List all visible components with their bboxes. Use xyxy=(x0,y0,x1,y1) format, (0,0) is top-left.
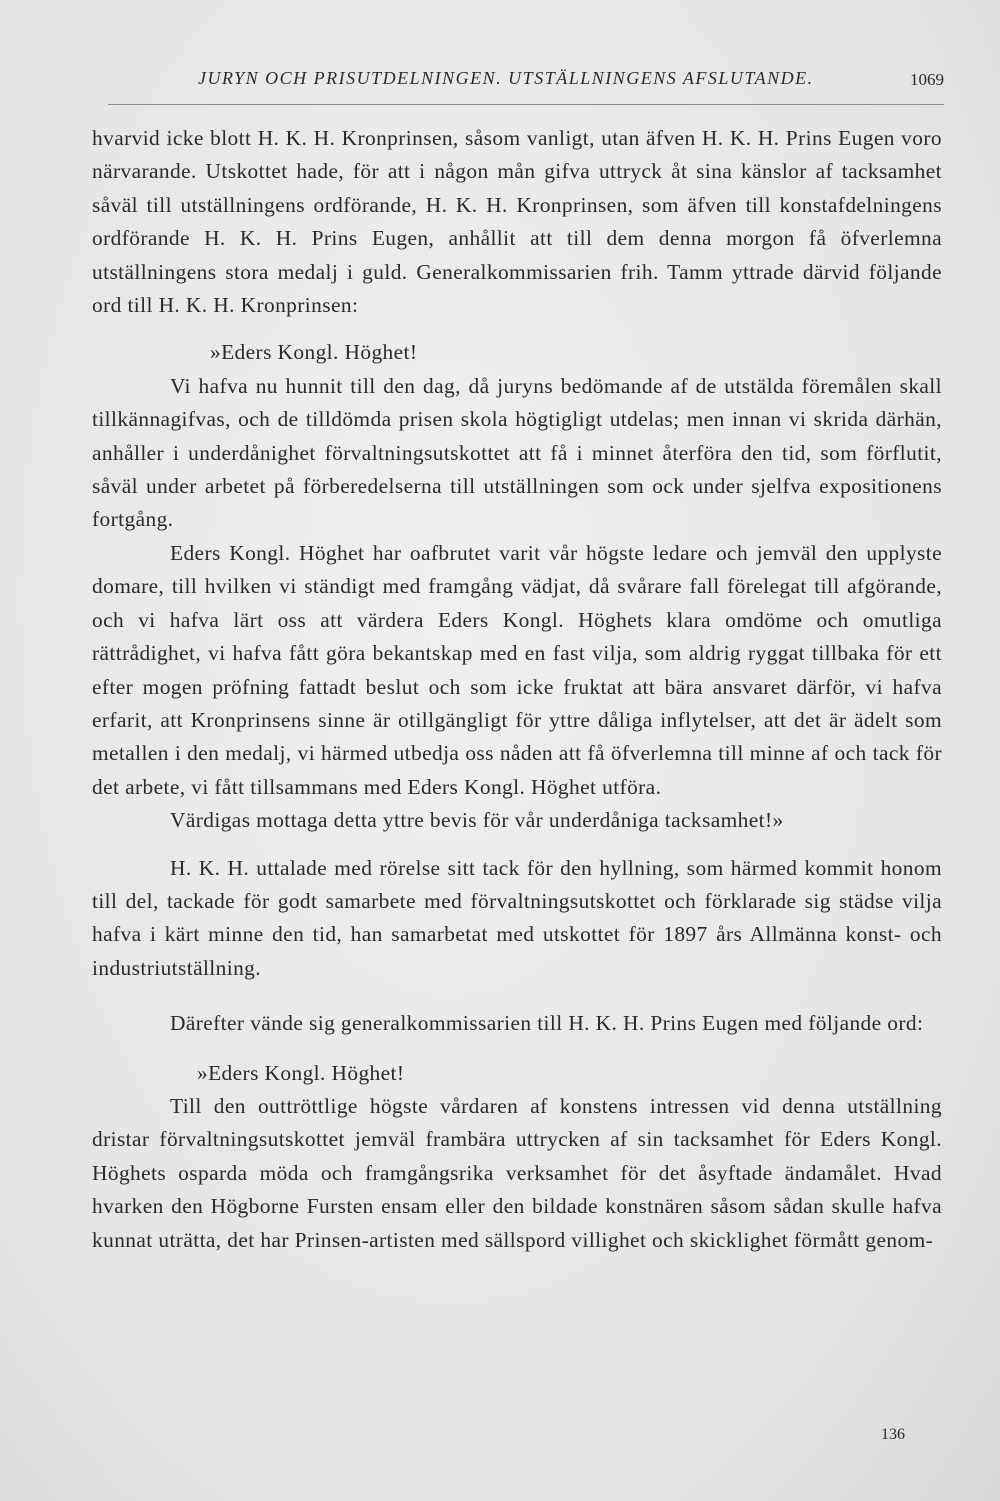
header-title: JURYN OCH PRISUTDELNINGEN. UTSTÄLLNINGENS AFSLUTANDE. xyxy=(198,68,814,88)
running-header xyxy=(108,64,944,104)
salutation-1: »Eders Kongl. Höghet! xyxy=(210,340,418,365)
paragraph-2: Vi hafva nu hunnit till den dag, då juryns bedömande af de utstälda föremålen skall tillkännagifvas, och de tilldömda prisen skola högtigligt utdelas; men innan vi skrida därhän, anhåller i underdånighet förvaltningsutskottet att få i minnet återföra den tid, som förflutit, såväl under arbetet på förberedelserna till utställningen som ock under sjelfva expositionens fortgång. xyxy=(92,373,942,532)
body-text xyxy=(92,122,942,1257)
signature-mark: 136 xyxy=(881,1426,905,1443)
header-rule xyxy=(108,104,944,105)
paragraph-7: Till den outtröttlige högste vårdaren af konstens intressen vid denna utställning dristar förvaltningsutskottet jemväl frambära uttrycken af sin tacksamhet för Eders Kongl. Höghets osparda möda och framgångsrika verksamhet för det åsyftade ändamålet. Hvad hvarken den Högborne Fursten ensam eller den bildade konstnären såsom sådan skulle hafva kunnat uträtta, det har Prinsen-artisten med sällspord villighet och skicklighet förmått genom- xyxy=(92,1093,942,1252)
paragraph-1: hvarvid icke blott H. K. H. Kronprinsen, såsom vanligt, utan äfven H. K. H. Prins Eugen voro närvarande. Utskottet hade, för att i någon mån gifva uttryck åt sina känslor af tacksamhet såväl till utställningens ordförande, H. K. H. Kronprinsen, som äfven till konstafdelningens ordförande H. K. H. Prins Eugen, anhållit att till dem denna morgon få öfverlemna utställningens stora medalj i guld. Generalkommissarien frih. Tamm yttrade därvid följande ord till H. K. H. Kronprinsen: xyxy=(92,126,942,318)
paragraph-5: H. K. H. uttalade med rörelse sitt tack för den hyllning, som härmed kommit honom till del, tackade för godt samarbete med förvaltningsutskottet och förklarade sig städse vilja hafva i kärt minne den tid, han samarbetat med utskottet för 1897 års Allmänna konst- och industriutställning. xyxy=(92,855,942,980)
salutation-2: »Eders Kongl. Höghet! xyxy=(197,1060,405,1085)
paragraph-4: Värdigas mottaga detta yttre bevis för vår underdåniga tacksamhet!» xyxy=(170,808,784,833)
page-number: 1069 xyxy=(910,70,944,89)
paragraph-6: Därefter vände sig generalkommissarien till H. K. H. Prins Eugen med följande ord: xyxy=(170,1011,924,1036)
paragraph-3: Eders Kongl. Höghet har oafbrutet varit vår högste ledare och jemväl den upplyste domare, till hvilken vi ständigt med framgång vädjat, då svårare fall förelegat till afgörande, och vi hafva lärt oss att värdera Eders Kongl. Höghets klara omdöme och omutliga rättrådighet, vi hafva fått göra bekantskap med en fast vilja, som aldrig ryggat tillbaka för ett efter mogen pröfning fattadt beslut och som icke fruktat att bära ansvaret därför, vi hafva erfarit, att Kronprinsens sinne är otillgängligt för yttre dåliga inflytelser, att det är ädelt som metallen i den medalj, vi härmed utbedja oss nåden att få öfverlemna till minne af och tack för det arbete, vi fått tillsammans med Eders Kongl. Höghet utföra. xyxy=(92,540,942,799)
